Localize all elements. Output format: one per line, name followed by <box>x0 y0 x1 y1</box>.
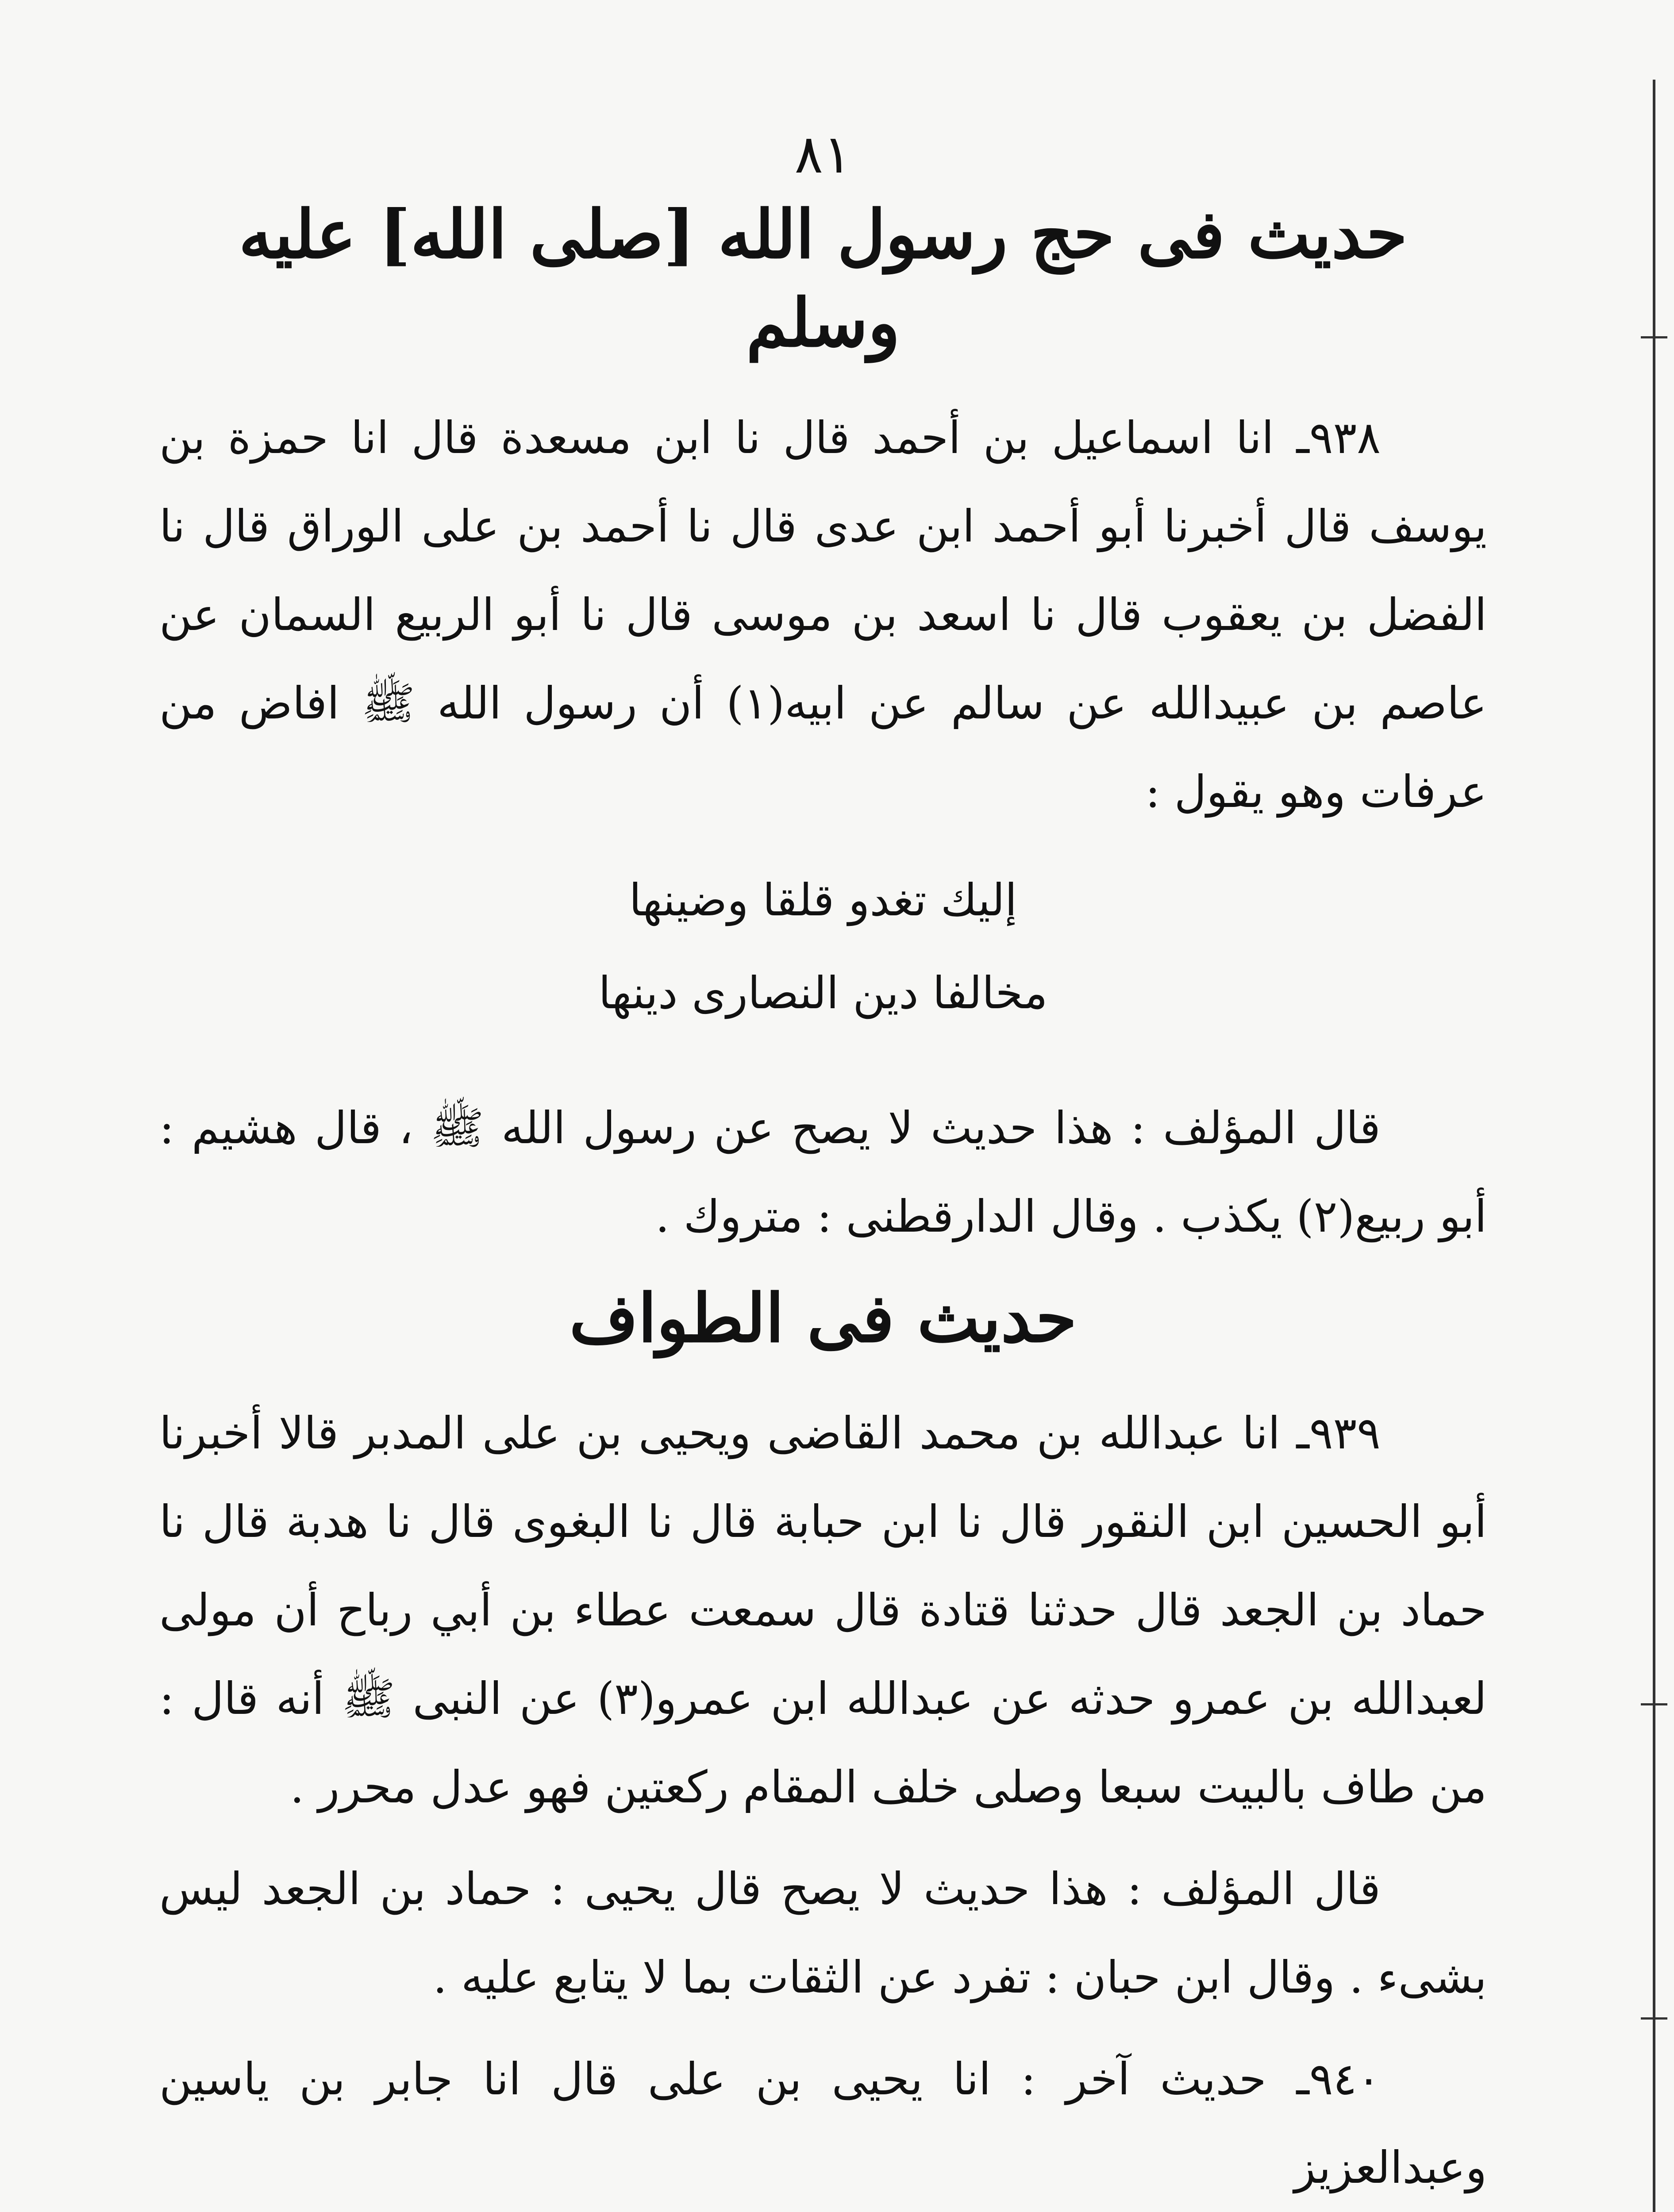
page-edge-tick <box>1641 336 1667 338</box>
page-edge-rule <box>1653 80 1655 2212</box>
hadith-938: ٩٣٨ـ انا اسماعيل بن أحمد قال نا ابن مسعدة قال انا حمزة بن يوسف قال أخبرنا أبو أحمد ابن عدى قال نا أحمد بن على الوراق قال نا الفضل بن يعقوب قال نا اسعد بن موسى قال نا أبو الربيع السمان عن عاصم بن عبيدالله عن سالم عن ابيه(١) أن رسول الله ﷺ افاض من عرفات وهو يقول : <box>159 412 1487 818</box>
verse <box>159 854 1487 1040</box>
page-number: ٨١ <box>794 124 852 185</box>
page-edge-tick <box>1641 2017 1667 2020</box>
section-heading-tawaf: حديث فى الطواف <box>569 1279 1077 1357</box>
author-note-2: قال المؤلف : هذا حديث لا يصح قال يحيى : حماد بن الجعد ليس بشىء . وقال ابن حبان : تفرد عن الثقات بما لا يتابع عليه . <box>159 1863 1487 2003</box>
author-note-1: قال المؤلف : هذا حديث لا يصح عن رسول الله ﷺ ، قال هشيم : أبو ربيع(٢) يكذب . وقال الدارقطنى : متروك . <box>159 1102 1487 1242</box>
hadith-939: ٩٣٩ـ انا عبدالله بن محمد القاضى ويحيى بن على المدبر قالا أخبرنا أبو الحسين ابن النقور قال نا ابن حبابة قال نا البغوى قال نا هدبة قال نا حماد بن الجعد قال حدثنا قتادة قال سمعت عطاء بن أبي رباح أن مولى لعبدالله بن عمرو حدثه عن عبدالله ابن عمرو(٣) عن النبى ﷺ أنه قال : من طاف بالبيت سبعا وصلى خلف المقام ركعتين فهو عدل محرر . <box>159 1407 1487 1813</box>
verse-line-2: مخالفا دين النصارى دينها <box>598 967 1048 1019</box>
page-edge-tick <box>1641 1703 1667 1705</box>
section-heading-hajj: حديث فى حج رسول الله [صلى الله] عليه وسلم <box>239 196 1408 362</box>
verse-line-1: إليك تغدو قلقا وضينها <box>629 874 1017 926</box>
page-content <box>159 124 1487 2212</box>
hadith-940: ٩٤٠ـ حديث آخر : انا يحيى بن على قال انا جابر بن ياسين وعبدالعزيز <box>159 2053 1487 2193</box>
